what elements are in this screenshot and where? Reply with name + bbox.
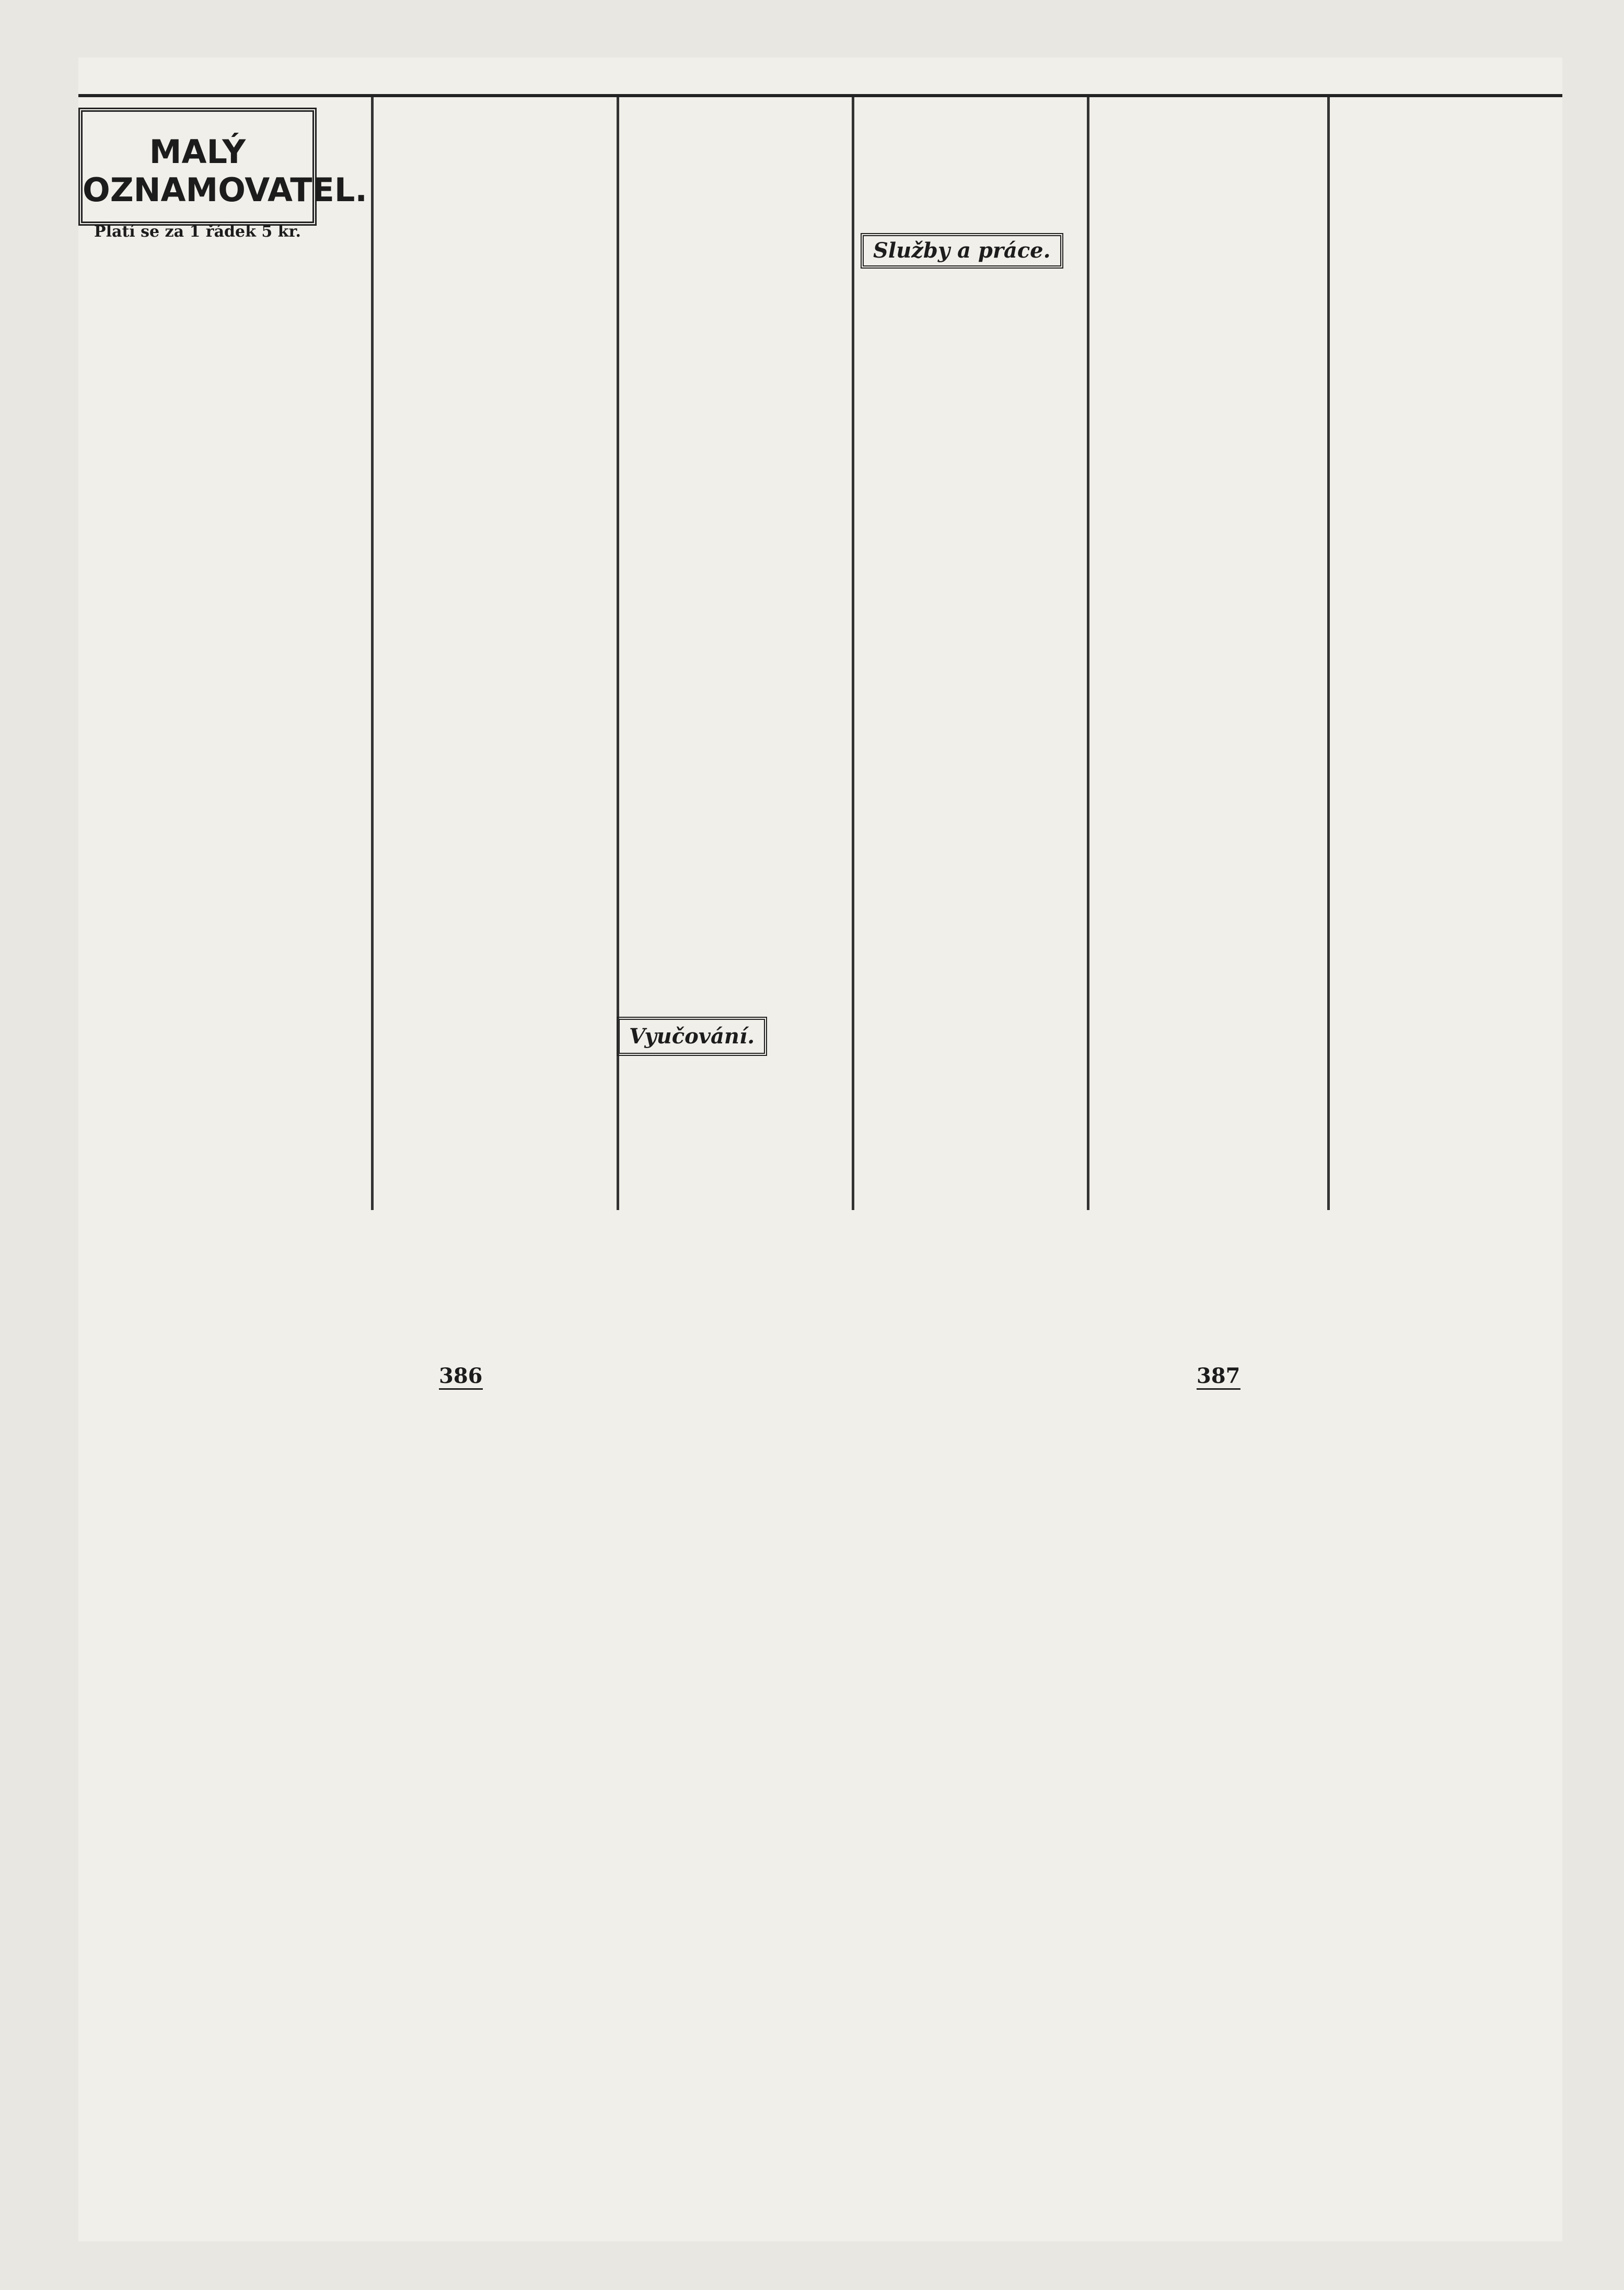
page-number-left: 386 — [439, 1364, 483, 1390]
section-rate: Platí se za 1 řádek 5 kr. — [94, 223, 301, 241]
ads-column-1 — [78, 228, 371, 1341]
ads-column-4 — [852, 97, 1087, 1210]
ads-column-2 — [371, 97, 617, 1210]
teaching-box — [617, 1017, 841, 1056]
services-heading: Služby a práce. — [861, 233, 1063, 269]
ads-column-5 — [1087, 97, 1327, 1210]
section-header — [78, 108, 367, 241]
page-number-right: 387 — [1197, 1364, 1240, 1390]
classified-ads — [78, 94, 1562, 1210]
section-title: MALÝ OZNAMOVATEL. — [83, 133, 367, 209]
ads-column-6 — [1327, 97, 1562, 1210]
teaching-heading: Vyučování. — [617, 1017, 767, 1056]
